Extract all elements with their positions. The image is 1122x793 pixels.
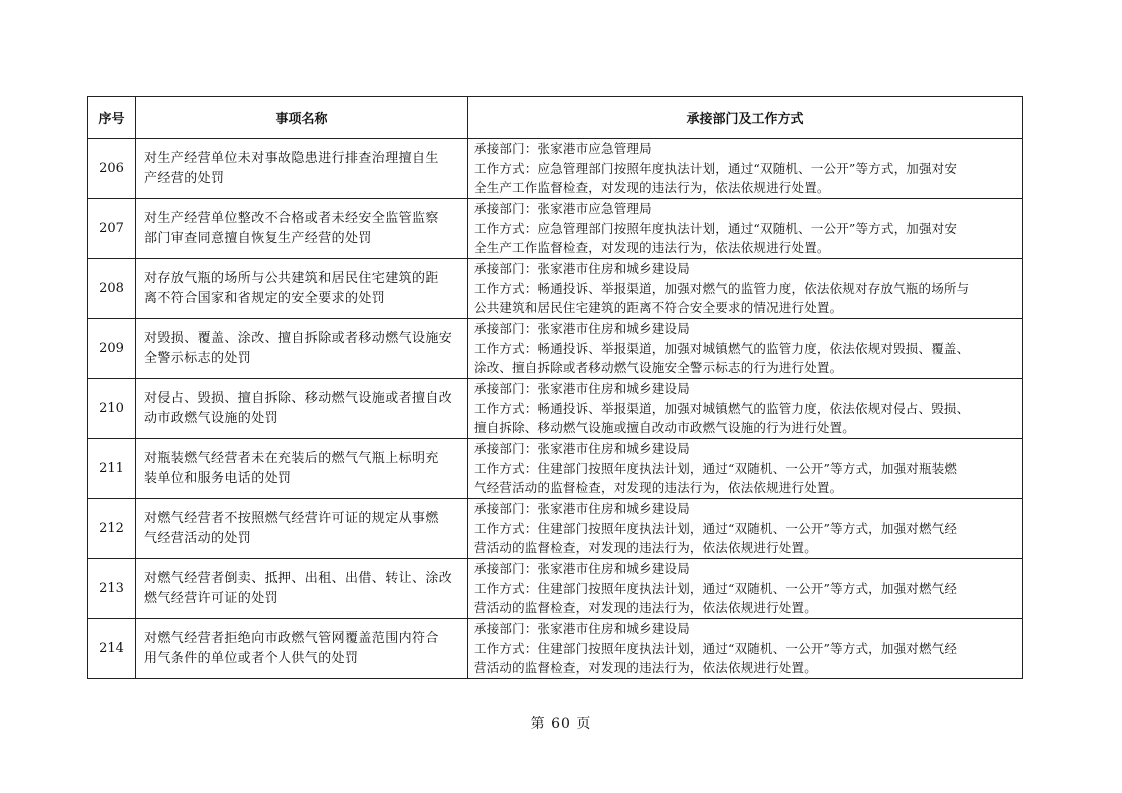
work-method-line: 工作方式：畅通投诉、举报渠道，加强对城镇燃气的监管力度，依法依规对侵占、毁损、 [474, 400, 970, 416]
row-matter-name [136, 379, 468, 439]
row-department-method [468, 139, 1023, 199]
row-serial-number: 213 [88, 559, 136, 619]
table-row [88, 559, 1023, 619]
row-matter-name [136, 319, 468, 379]
matter-name-line: 全警示标志的处罚 [144, 350, 252, 366]
table-row [88, 199, 1023, 259]
table-row [88, 619, 1023, 679]
work-method-line: 营活动的监督检查，对发现的违法行为，依法依规进行处置。 [474, 540, 817, 556]
matter-name-line: 装单位和服务电话的处罚 [144, 470, 292, 486]
header-matter-name: 事项名称 [136, 97, 468, 139]
row-matter-name [136, 139, 468, 199]
table-row [88, 379, 1023, 439]
matter-name-line: 气经营活动的处罚 [144, 530, 252, 546]
row-matter-name [136, 439, 468, 499]
matter-name-line: 对生产经营单位未对事故隐患进行排查治理擅自生 [144, 150, 439, 166]
matter-name-line: 对侵占、毁损、擅自拆除、移动燃气设施或者擅自改 [144, 390, 453, 406]
matter-name-line: 动市政燃气设施的处罚 [144, 410, 279, 426]
table-header-row [88, 97, 1023, 139]
row-serial-number: 207 [88, 199, 136, 259]
work-method-line: 公共建筑和居民住宅建筑的距离不符合安全要求的情况进行处置。 [474, 300, 843, 316]
table-row [88, 319, 1023, 379]
department-line: 承接部门：张家港市应急管理局 [474, 201, 652, 217]
department-line: 承接部门：张家港市住房和城乡建设局 [474, 321, 690, 337]
row-department-method [468, 379, 1023, 439]
matter-name-line: 用气条件的单位或者个人供气的处罚 [144, 650, 359, 666]
work-method-line: 全生产工作监督检查，对发现的违法行为，依法依规进行处置。 [474, 180, 830, 196]
matter-name-line: 对燃气经营者不按照燃气经营许可证的规定从事燃 [144, 510, 439, 526]
work-method-line: 工作方式：住建部门按照年度执法计划，通过“双随机、一公开”等方式，加强对瓶装燃 [474, 460, 958, 476]
row-matter-name [136, 199, 468, 259]
table-row [88, 499, 1023, 559]
row-department-method [468, 259, 1023, 319]
work-method-line: 工作方式：畅通投诉、举报渠道，加强对燃气的监管力度，依法依规对存放气瓶的场所与 [474, 280, 970, 296]
header-department-method: 承接部门及工作方式 [468, 97, 1023, 139]
row-matter-name [136, 259, 468, 319]
table-body [88, 139, 1023, 679]
matters-table [87, 96, 1023, 679]
row-department-method [468, 499, 1023, 559]
work-method-line: 工作方式：住建部门按照年度执法计划，通过“双随机、一公开”等方式，加强对燃气经 [474, 520, 958, 536]
table-row [88, 259, 1023, 319]
department-line: 承接部门：张家港市住房和城乡建设局 [474, 441, 690, 457]
department-line: 承接部门：张家港市应急管理局 [474, 141, 652, 157]
matter-name-line: 燃气经营许可证的处罚 [144, 590, 279, 606]
work-method-line: 擅自拆除、移动燃气设施或擅自改动市政燃气设施的行为进行处置。 [474, 420, 856, 436]
row-serial-number: 209 [88, 319, 136, 379]
row-department-method [468, 319, 1023, 379]
row-serial-number: 214 [88, 619, 136, 679]
work-method-line: 工作方式：住建部门按照年度执法计划，通过“双随机、一公开”等方式，加强对燃气经 [474, 580, 958, 596]
matter-name-line: 对燃气经营者拒绝向市政燃气管网覆盖范围内符合 [144, 630, 439, 646]
row-department-method [468, 439, 1023, 499]
matter-name-line: 产经营的处罚 [144, 170, 225, 186]
row-department-method [468, 559, 1023, 619]
table-row [88, 439, 1023, 499]
matter-name-line: 对瓶装燃气经营者未在充装后的燃气气瓶上标明充 [144, 450, 439, 466]
matter-name-line: 对存放气瓶的场所与公共建筑和居民住宅建筑的距 [144, 270, 439, 286]
work-method-line: 营活动的监督检查，对发现的违法行为，依法依规进行处置。 [474, 660, 817, 676]
row-serial-number: 211 [88, 439, 136, 499]
department-line: 承接部门：张家港市住房和城乡建设局 [474, 261, 690, 277]
work-method-line: 工作方式：应急管理部门按照年度执法计划，通过“双随机、一公开”等方式，加强对安 [474, 220, 958, 236]
department-line: 承接部门：张家港市住房和城乡建设局 [474, 621, 690, 637]
row-serial-number: 212 [88, 499, 136, 559]
table-row [88, 139, 1023, 199]
row-department-method [468, 199, 1023, 259]
header-serial-number: 序号 [88, 97, 136, 139]
department-line: 承接部门：张家港市住房和城乡建设局 [474, 501, 690, 517]
row-department-method [468, 619, 1023, 679]
matter-name-line: 对生产经营单位整改不合格或者未经安全监管监察 [144, 210, 439, 226]
work-method-line: 全生产工作监督检查，对发现的违法行为，依法依规进行处置。 [474, 240, 830, 256]
work-method-line: 工作方式：畅通投诉、举报渠道，加强对城镇燃气的监管力度，依法依规对毁损、覆盖、 [474, 340, 970, 356]
matter-name-line: 离不符合国家和省规定的安全要求的处罚 [144, 290, 386, 306]
page-number: 第 60 页 [530, 716, 592, 732]
row-serial-number: 210 [88, 379, 136, 439]
row-serial-number: 206 [88, 139, 136, 199]
work-method-line: 工作方式：应急管理部门按照年度执法计划，通过“双随机、一公开”等方式，加强对安 [474, 160, 958, 176]
row-matter-name [136, 619, 468, 679]
work-method-line: 气经营活动的监督检查，对发现的违法行为，依法依规进行处置。 [474, 480, 843, 496]
work-method-line: 工作方式：住建部门按照年度执法计划，通过“双随机、一公开”等方式，加强对燃气经 [474, 640, 958, 656]
work-method-line: 营活动的监督检查，对发现的违法行为，依法依规进行处置。 [474, 600, 817, 616]
matter-name-line: 对燃气经营者倒卖、抵押、出租、出借、转让、涂改 [144, 570, 453, 586]
department-line: 承接部门：张家港市住房和城乡建设局 [474, 561, 690, 577]
row-serial-number: 208 [88, 259, 136, 319]
department-line: 承接部门：张家港市住房和城乡建设局 [474, 381, 690, 397]
row-matter-name [136, 559, 468, 619]
row-matter-name [136, 499, 468, 559]
work-method-line: 涂改、擅自拆除或者移动燃气设施安全警示标志的行为进行处置。 [474, 360, 843, 376]
matter-name-line: 部门审查同意擅自恢复生产经营的处罚 [144, 230, 372, 246]
matter-name-line: 对毁损、覆盖、涂改、擅自拆除或者移动燃气设施安 [144, 330, 453, 346]
